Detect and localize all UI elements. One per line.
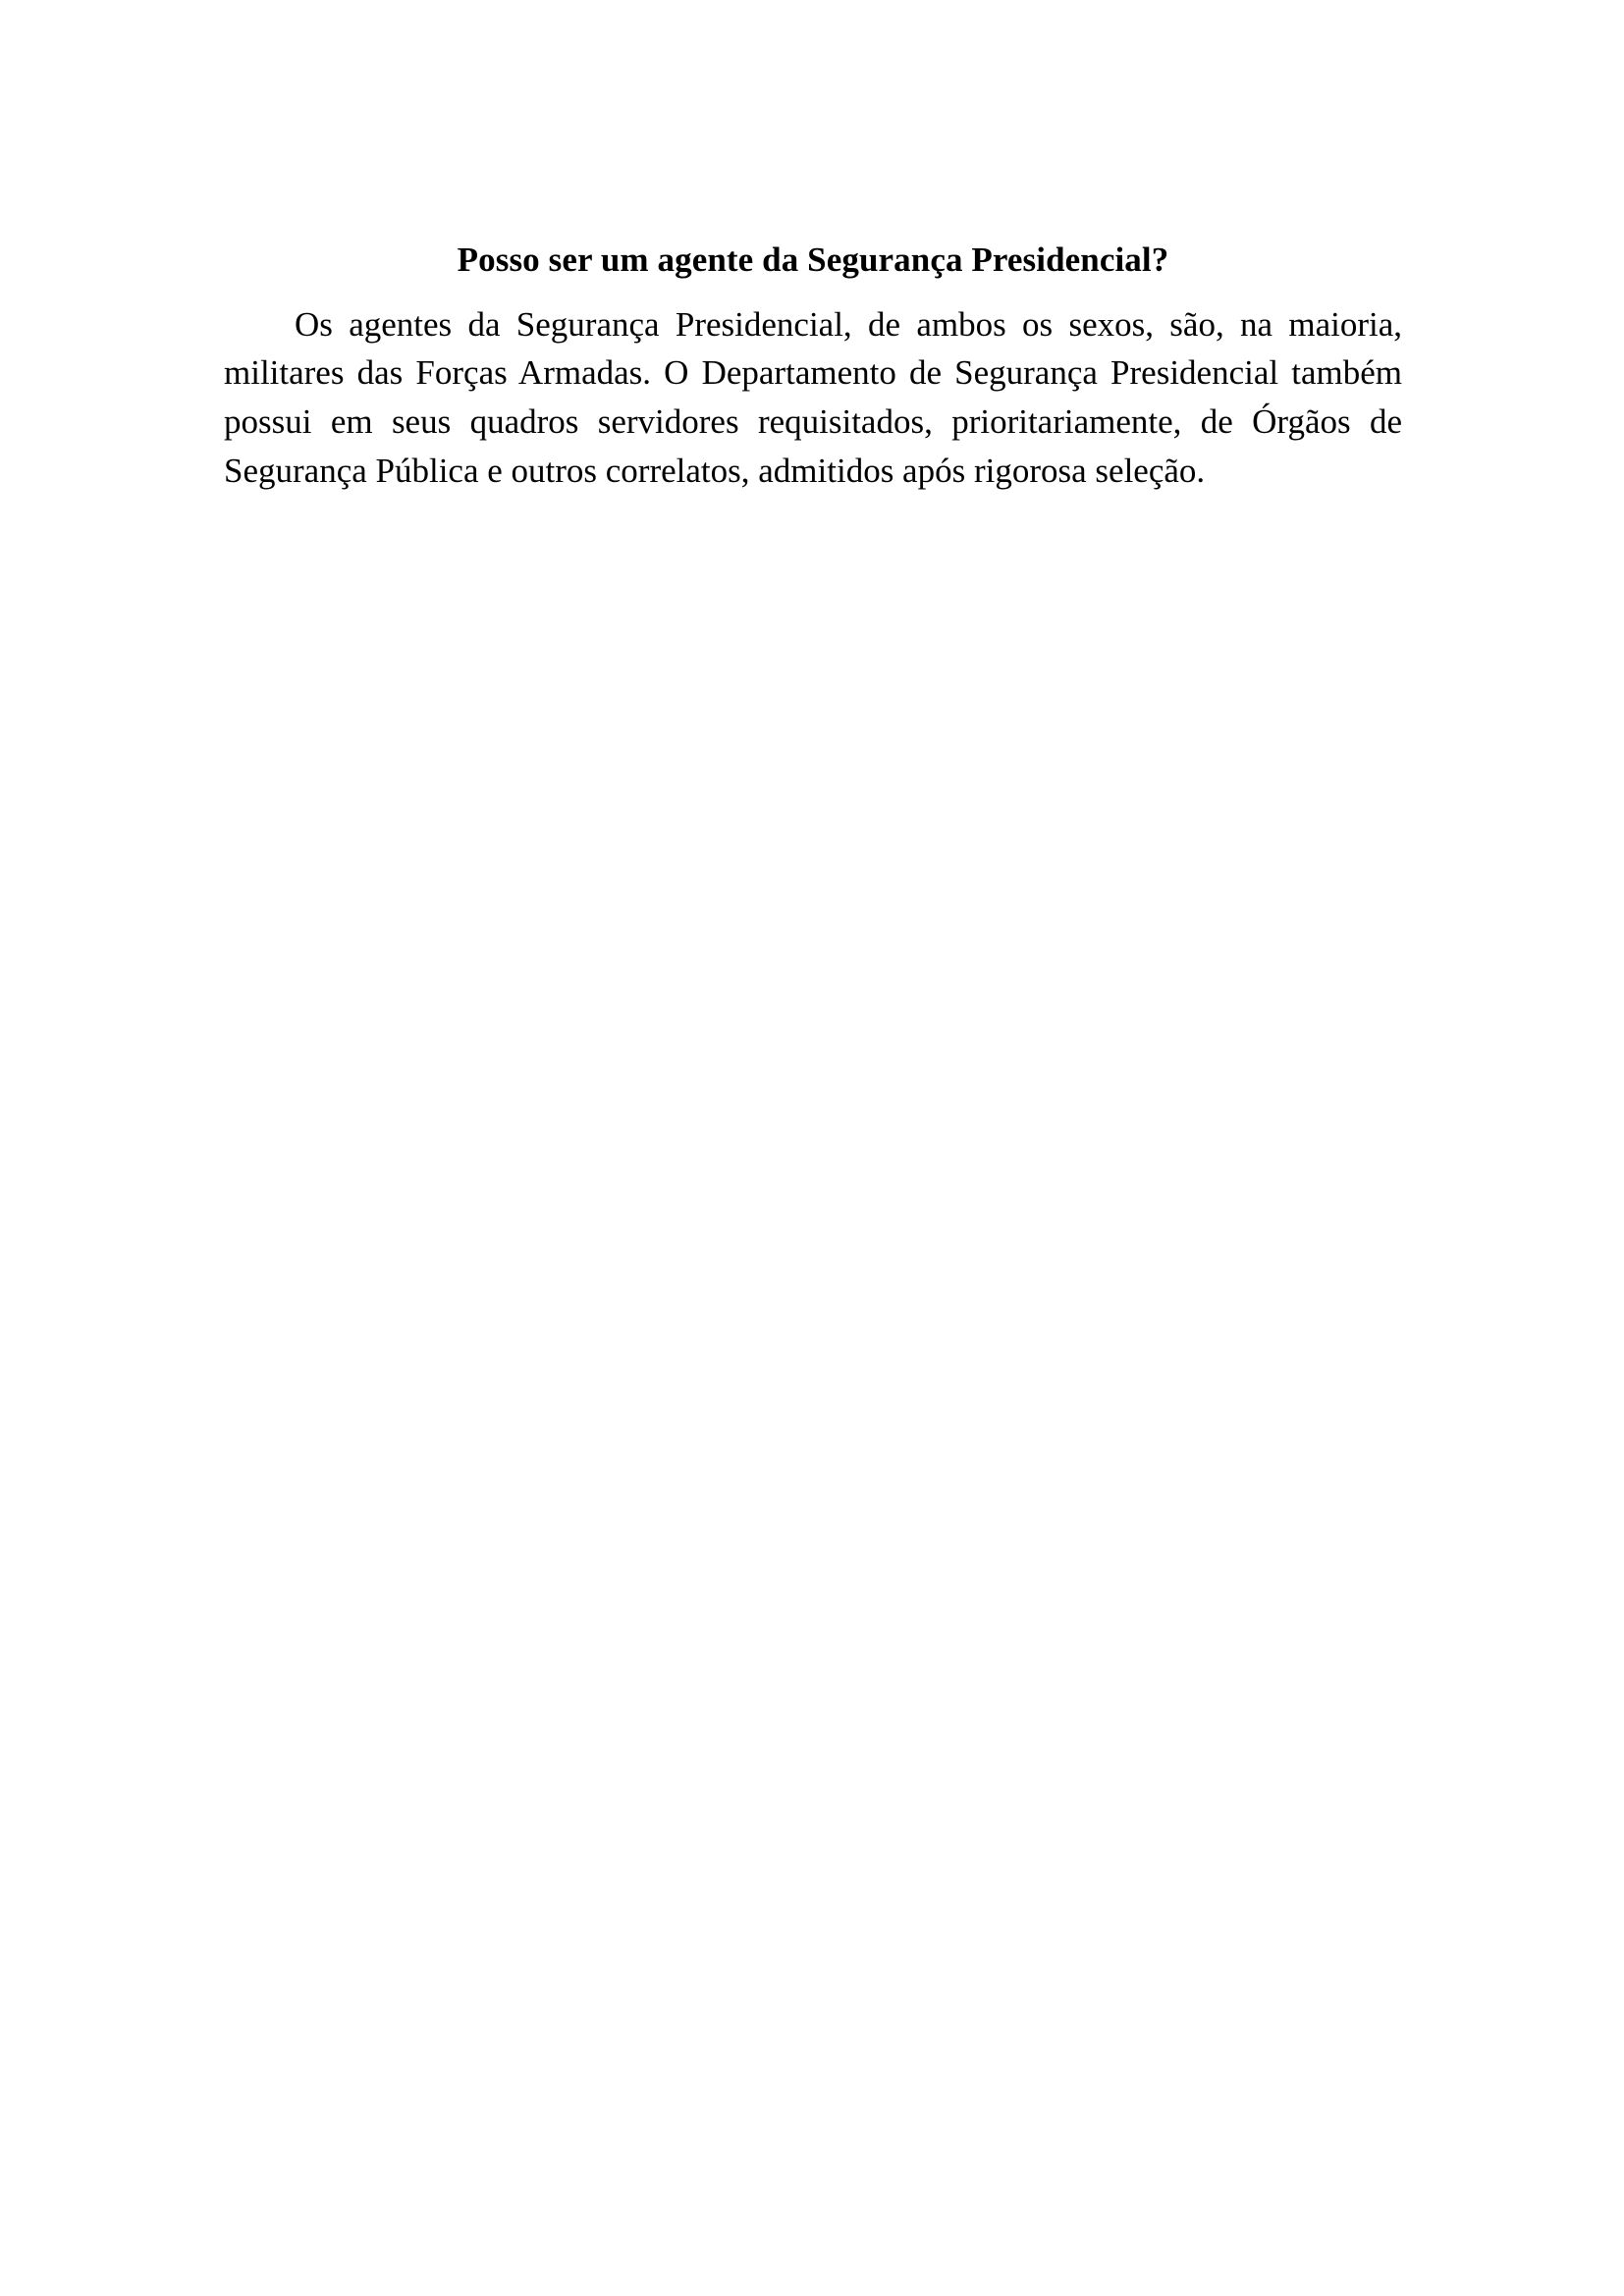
page-title: Posso ser um agente da Segurança Presidencial? (457, 240, 1169, 279)
body-paragraph: Os agentes da Segurança Presidencial, de ambos os sexos, são, na maioria, militares das Forças Armadas. O Departamento de Segurança Presidencial também possui em seus quadros servidores requisitados, prioritariamente, de Órgãos de Segurança Pública e outros correlatos, admitidos após rigorosa seleção. (224, 304, 1402, 490)
document-text-block (224, 239, 1402, 496)
